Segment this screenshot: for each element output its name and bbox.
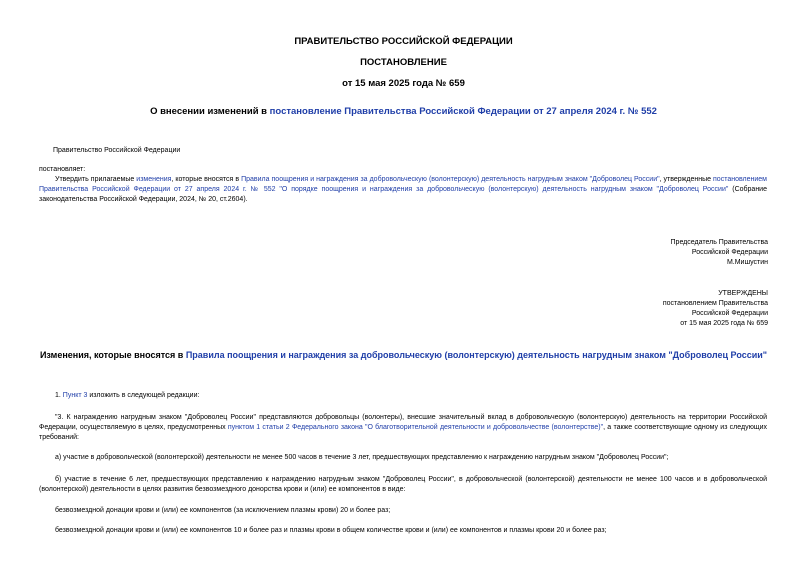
approved-by: постановлением Правительства bbox=[662, 300, 768, 307]
changes-link[interactable]: изменения bbox=[136, 176, 172, 183]
approval-text-a: Утвердить прилагаемые bbox=[55, 176, 137, 183]
preamble-resolves: постановляет: bbox=[39, 166, 86, 173]
requirement-b: б) участие в течение 6 лет, предшествующих представлению к награждению нагрудным знаком "Доброволец России", в добровольческой (волонтерской) деятельности не менее 100 часов и в добровольческой (волонтерской) деятельности в целях развития безвозмездного донорства крови и (или) ее компонентов в виде: bbox=[39, 476, 767, 493]
preamble-government: Правительство Российской Федерации bbox=[53, 147, 181, 154]
changes-title-prefix: Изменения, которые вносятся в bbox=[39, 350, 186, 360]
doc-type-heading: ПОСТАНОВЛЕНИЕ bbox=[360, 57, 447, 68]
donation-option-2: безвозмездной донации крови и (или) ее компонентов 10 и более раз и плазмы крови в общем количестве крови и (или) ее компонентов и плазмы крови 20 и более раз; bbox=[55, 527, 607, 534]
item-3-link[interactable]: Пункт 3 bbox=[62, 392, 88, 399]
signature-name: М.Мишустин bbox=[726, 259, 768, 266]
paragraph-3-text-a: "3. К награждению нагрудным знаком "Доброволец России" представляются добровольцы (волонтеры), внесшие значительный вклад в добровольческую (волонтерскую) деятельность на территории Российской Федерации, осуществляемую в целях, предусмотренных bbox=[39, 414, 767, 431]
item-1-number: 1. bbox=[55, 392, 63, 399]
item-1-text: изложить в следующей редакции: bbox=[87, 392, 200, 399]
approval-paragraph bbox=[39, 175, 767, 205]
changes-title bbox=[0, 350, 807, 360]
item-1 bbox=[55, 391, 199, 401]
resolution-552-link[interactable]: постановлением Правительства Российской Федерации от 27 апреля 2024 г. № 552 "О порядке поощрения и награждения за добровольческую (волонтерскую) деятельность нагрудным знаком "Доброволец России" bbox=[39, 176, 767, 193]
document-title bbox=[0, 106, 807, 117]
approved-block bbox=[663, 289, 768, 329]
amended-resolution-link[interactable]: постановление Правительства Российской Федерации от 27 апреля 2024 г. № 552 bbox=[269, 106, 657, 117]
requirement-a: а) участие в добровольческой (волонтерской) деятельности не менее 500 часов в течение 3 лет, предшествующих представлению к награждению нагрудным знаком "Доброволец России"; bbox=[55, 454, 669, 461]
rules-link[interactable]: Правила поощрения и награждения за добровольческую (волонтерскую) деятельность нагрудным знаком "Доброволец России" bbox=[241, 176, 660, 183]
changes-rules-link[interactable]: Правила поощрения и награждения за добровольческую (волонтерскую) деятельность нагрудным знаком "Доброволец России" bbox=[185, 350, 768, 360]
approval-text-c: , утвержденные bbox=[659, 176, 714, 183]
approval-text-b: , которые вносятся в bbox=[171, 176, 242, 183]
government-heading: ПРАВИТЕЛЬСТВО РОССИЙСКОЙ ФЕДЕРАЦИИ bbox=[294, 36, 513, 47]
signature-block bbox=[671, 238, 768, 268]
donation-option-1: безвозмездной донации крови и (или) ее компонентов (за исключением плазмы крови) 20 и более раз; bbox=[55, 507, 391, 514]
approved-label: УТВЕРЖДЕНЫ bbox=[718, 290, 768, 297]
document-title-prefix: О внесении изменений в bbox=[150, 106, 270, 117]
approval-text-d: (Собрание законодательства Российской Федерации, 2024, № 20, ст.2604). bbox=[39, 186, 767, 203]
federal-law-link[interactable]: пунктом 1 статьи 2 Федерального закона "О благотворительной деятельности и добровольчестве (волонтерстве)" bbox=[227, 424, 604, 431]
signature-position: Председатель Правительства bbox=[670, 239, 768, 246]
approved-federation: Российской Федерации bbox=[691, 310, 768, 317]
signature-federation: Российской Федерации bbox=[691, 249, 768, 256]
approved-date: от 15 мая 2025 года № 659 bbox=[680, 320, 768, 327]
paragraph-3-text-b: , а также соответствующие одному из следующих требований: bbox=[39, 424, 767, 441]
paragraph-3 bbox=[39, 413, 767, 443]
date-number-heading: от 15 мая 2025 года № 659 bbox=[342, 78, 465, 89]
